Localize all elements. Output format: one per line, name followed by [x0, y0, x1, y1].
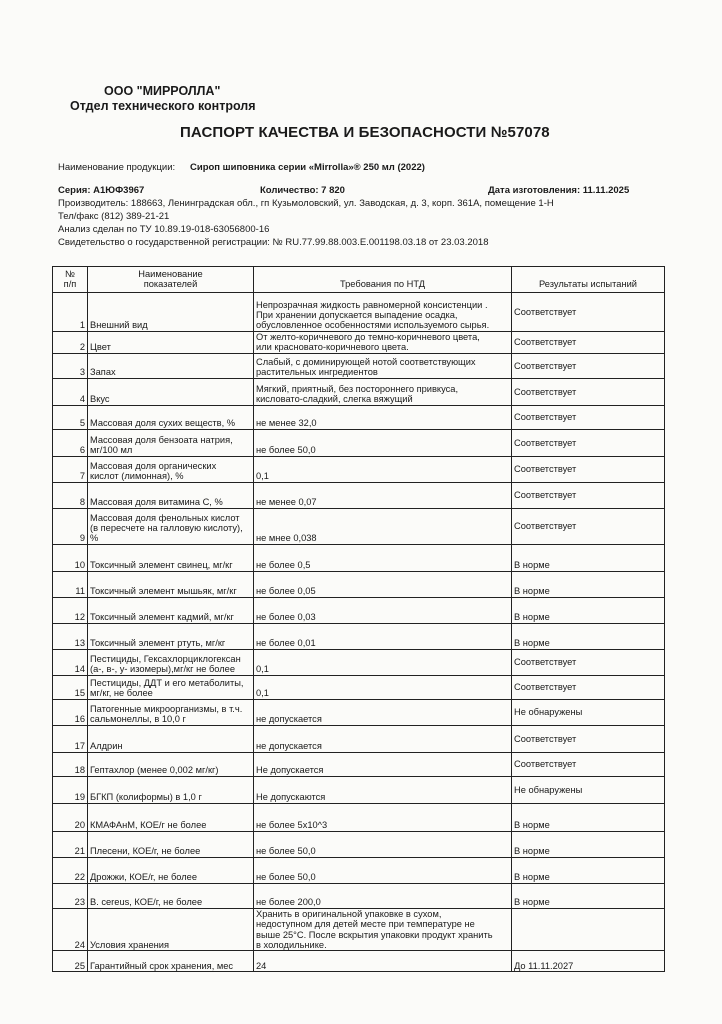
table-row — [53, 776, 665, 803]
row-number: 13 — [53, 623, 88, 649]
quantity: Количество: 7 820 — [260, 185, 345, 196]
department-name: Отдел технического контроля — [70, 99, 256, 113]
table-row — [53, 571, 665, 597]
indicator-name: Пестициды, Гексахлорциклогексан (а-, в-, у- изомеры),мг/кг не более — [88, 649, 254, 675]
series-number: Серия: А1ЮФ3967 — [58, 185, 145, 196]
table-row — [53, 544, 665, 571]
requirement-text: 24 — [254, 951, 512, 972]
table-row — [53, 883, 665, 908]
indicator-name: Цвет — [88, 331, 254, 353]
manufacturer: Производитель: 188663, Ленинградская обл., гп Кузьмоловский, ул. Заводская, д. 3, корп. 361А, помещение 1-Н — [58, 198, 554, 209]
requirement-text: От желто-коричневого до темно-коричневого цвета, или красновато-коричневого цвета. — [254, 331, 512, 353]
test-result: Соответствует — [512, 675, 665, 699]
table-row — [53, 831, 665, 857]
company-name: ООО "МИРРОЛЛА" — [104, 84, 221, 98]
indicator-name: Массовая доля органических кислот (лимонная), % — [88, 456, 254, 482]
phone-fax: Тел/факс (812) 389-21-21 — [58, 211, 170, 222]
test-result: Соответствует — [512, 378, 665, 405]
column-header-indicator: Наименование показателей — [88, 267, 254, 293]
requirement-text: не более 5х10^3 — [254, 803, 512, 831]
document-title: ПАСПОРТ КАЧЕСТВА И БЕЗОПАСНОСТИ №57078 — [180, 124, 550, 141]
column-header-number: № п/п — [53, 267, 88, 293]
requirement-text: не более 50,0 — [254, 831, 512, 857]
table-row — [53, 378, 665, 405]
row-number: 18 — [53, 752, 88, 776]
row-number: 19 — [53, 776, 88, 803]
table-row — [53, 331, 665, 353]
row-number: 21 — [53, 831, 88, 857]
requirement-text: не более 200,0 — [254, 883, 512, 908]
indicator-name: Гарантийный срок хранения, мес — [88, 951, 254, 972]
indicator-name: Массовая доля фенольных кислот (в пересчете на галловую кислоту), % — [88, 508, 254, 544]
requirement-text: Не допускается — [254, 752, 512, 776]
test-result: Соответствует — [512, 752, 665, 776]
requirement-text: 0,1 — [254, 649, 512, 675]
test-result: Соответствует — [512, 649, 665, 675]
test-result: Соответствует — [512, 292, 665, 331]
product-label: Наименование продукции: — [58, 162, 176, 173]
row-number: 9 — [53, 508, 88, 544]
row-number: 20 — [53, 803, 88, 831]
indicator-name: Внешний вид — [88, 292, 254, 331]
indicator-name: Массовая доля витамина С, % — [88, 482, 254, 508]
test-result: В норме — [512, 597, 665, 623]
requirement-text: не допускается — [254, 699, 512, 725]
test-result: До 11.11.2027 — [512, 951, 665, 972]
indicator-name: Дрожжи, КОЕ/г, не более — [88, 857, 254, 883]
requirement-text: не мнее 0,038 — [254, 508, 512, 544]
indicator-name: Токсичный элемент ртуть, мг/кг — [88, 623, 254, 649]
table-row — [53, 508, 665, 544]
table-row — [53, 482, 665, 508]
table-row — [53, 292, 665, 331]
column-header-results: Результаты испытаний — [512, 267, 665, 293]
indicator-name: B. cereus, КОЕ/г, не более — [88, 883, 254, 908]
row-number: 6 — [53, 429, 88, 456]
test-result: Не обнаружены — [512, 699, 665, 725]
indicator-name: Патогенные микроорганизмы, в т.ч. сальмонеллы, в 10,0 г — [88, 699, 254, 725]
table-row — [53, 675, 665, 699]
table-row — [53, 725, 665, 752]
row-number: 15 — [53, 675, 88, 699]
test-result: Соответствует — [512, 725, 665, 752]
test-result: Соответствует — [512, 482, 665, 508]
indicator-name: Массовая доля сухих веществ, % — [88, 405, 254, 429]
requirement-text: не допускается — [254, 725, 512, 752]
requirement-text: Слабый, с доминирующей нотой соответствующих растительных ингредиентов — [254, 353, 512, 378]
indicator-name: Массовая доля бензоата натрия, мг/100 мл — [88, 429, 254, 456]
indicator-name: БГКП (колиформы) в 1,0 г — [88, 776, 254, 803]
requirement-text: не более 50,0 — [254, 429, 512, 456]
row-number: 10 — [53, 544, 88, 571]
indicator-name: Алдрин — [88, 725, 254, 752]
table-header-row — [53, 267, 665, 293]
quality-table — [52, 266, 665, 972]
indicator-name: Гептахлор (менее 0,002 мг/кг) — [88, 752, 254, 776]
table-row — [53, 405, 665, 429]
requirement-text: Хранить в оригинальной упаковке в сухом, недоступном для детей месте при температуре не выше 25°С. После вскрытия упаковки продукт хранить в холодильнике. — [254, 908, 512, 951]
table-row — [53, 623, 665, 649]
requirement-text: не более 0,01 — [254, 623, 512, 649]
indicator-name: Условия хранения — [88, 908, 254, 951]
indicator-name: Пестициды, ДДТ и его метаболиты, мг/кг, не более — [88, 675, 254, 699]
table-row — [53, 597, 665, 623]
table-row — [53, 951, 665, 972]
table-row — [53, 649, 665, 675]
indicator-name: Запах — [88, 353, 254, 378]
manufacture-date: Дата изготовления: 11.11.2025 — [488, 185, 630, 196]
row-number: 14 — [53, 649, 88, 675]
requirement-text: не менее 32,0 — [254, 405, 512, 429]
test-result: В норме — [512, 623, 665, 649]
analysis-standard: Анализ сделан по ТУ 10.89.19-018-63056800-16 — [58, 224, 270, 235]
indicator-name: Токсичный элемент мышьяк, мг/кг — [88, 571, 254, 597]
row-number: 16 — [53, 699, 88, 725]
row-number: 11 — [53, 571, 88, 597]
test-result: В норме — [512, 857, 665, 883]
requirement-text: не более 0,03 — [254, 597, 512, 623]
test-result: Не обнаружены — [512, 776, 665, 803]
requirement-text: Мягкий, приятный, без постороннего привкуса, кисловато-сладкий, слегка вяжущий — [254, 378, 512, 405]
table-row — [53, 857, 665, 883]
product-value: Сироп шиповника серии «Mirrolla»® 250 мл (2022) — [190, 162, 425, 173]
column-header-requirements: Требования по НТД — [254, 267, 512, 293]
row-number: 3 — [53, 353, 88, 378]
table-row — [53, 803, 665, 831]
indicator-name: КМАФАнМ, КОЕ/г не более — [88, 803, 254, 831]
row-number: 25 — [53, 951, 88, 972]
row-number: 17 — [53, 725, 88, 752]
registration-certificate: Свидетельство о государственной регистрации: № RU.77.99.88.003.Е.001198.03.18 от 23.03.2018 — [58, 237, 489, 248]
indicator-name: Вкус — [88, 378, 254, 405]
table-row — [53, 752, 665, 776]
row-number: 12 — [53, 597, 88, 623]
row-number: 2 — [53, 331, 88, 353]
requirement-text: не более 50,0 — [254, 857, 512, 883]
requirement-text: не более 0,5 — [254, 544, 512, 571]
test-result: В норме — [512, 803, 665, 831]
test-result: Соответствует — [512, 456, 665, 482]
test-result: В норме — [512, 883, 665, 908]
row-number: 4 — [53, 378, 88, 405]
requirement-text: 0,1 — [254, 456, 512, 482]
table-row — [53, 429, 665, 456]
row-number: 8 — [53, 482, 88, 508]
table-row — [53, 699, 665, 725]
test-result: Соответствует — [512, 353, 665, 378]
indicator-name: Токсичный элемент свинец, мг/кг — [88, 544, 254, 571]
row-number: 22 — [53, 857, 88, 883]
row-number: 24 — [53, 908, 88, 951]
requirement-text: Непрозрачная жидкость равномерной консистенции . При хранении допускается выпадение осадка, обусловленное особенностями используемого сырья. — [254, 292, 512, 331]
test-result: В норме — [512, 571, 665, 597]
requirement-text: не более 0,05 — [254, 571, 512, 597]
row-number: 5 — [53, 405, 88, 429]
test-result: Соответствует — [512, 405, 665, 429]
test-result: В норме — [512, 831, 665, 857]
table-row — [53, 908, 665, 951]
test-result: Соответствует — [512, 331, 665, 353]
requirement-text: Не допускаются — [254, 776, 512, 803]
indicator-name: Токсичный элемент кадмий, мг/кг — [88, 597, 254, 623]
test-result — [512, 908, 665, 951]
test-result: Соответствует — [512, 508, 665, 544]
row-number: 1 — [53, 292, 88, 331]
row-number: 7 — [53, 456, 88, 482]
table-row — [53, 353, 665, 378]
requirement-text: 0,1 — [254, 675, 512, 699]
requirement-text: не менее 0,07 — [254, 482, 512, 508]
indicator-name: Плесени, КОЕ/г, не более — [88, 831, 254, 857]
test-result: В норме — [512, 544, 665, 571]
table-row — [53, 456, 665, 482]
row-number: 23 — [53, 883, 88, 908]
test-result: Соответствует — [512, 429, 665, 456]
